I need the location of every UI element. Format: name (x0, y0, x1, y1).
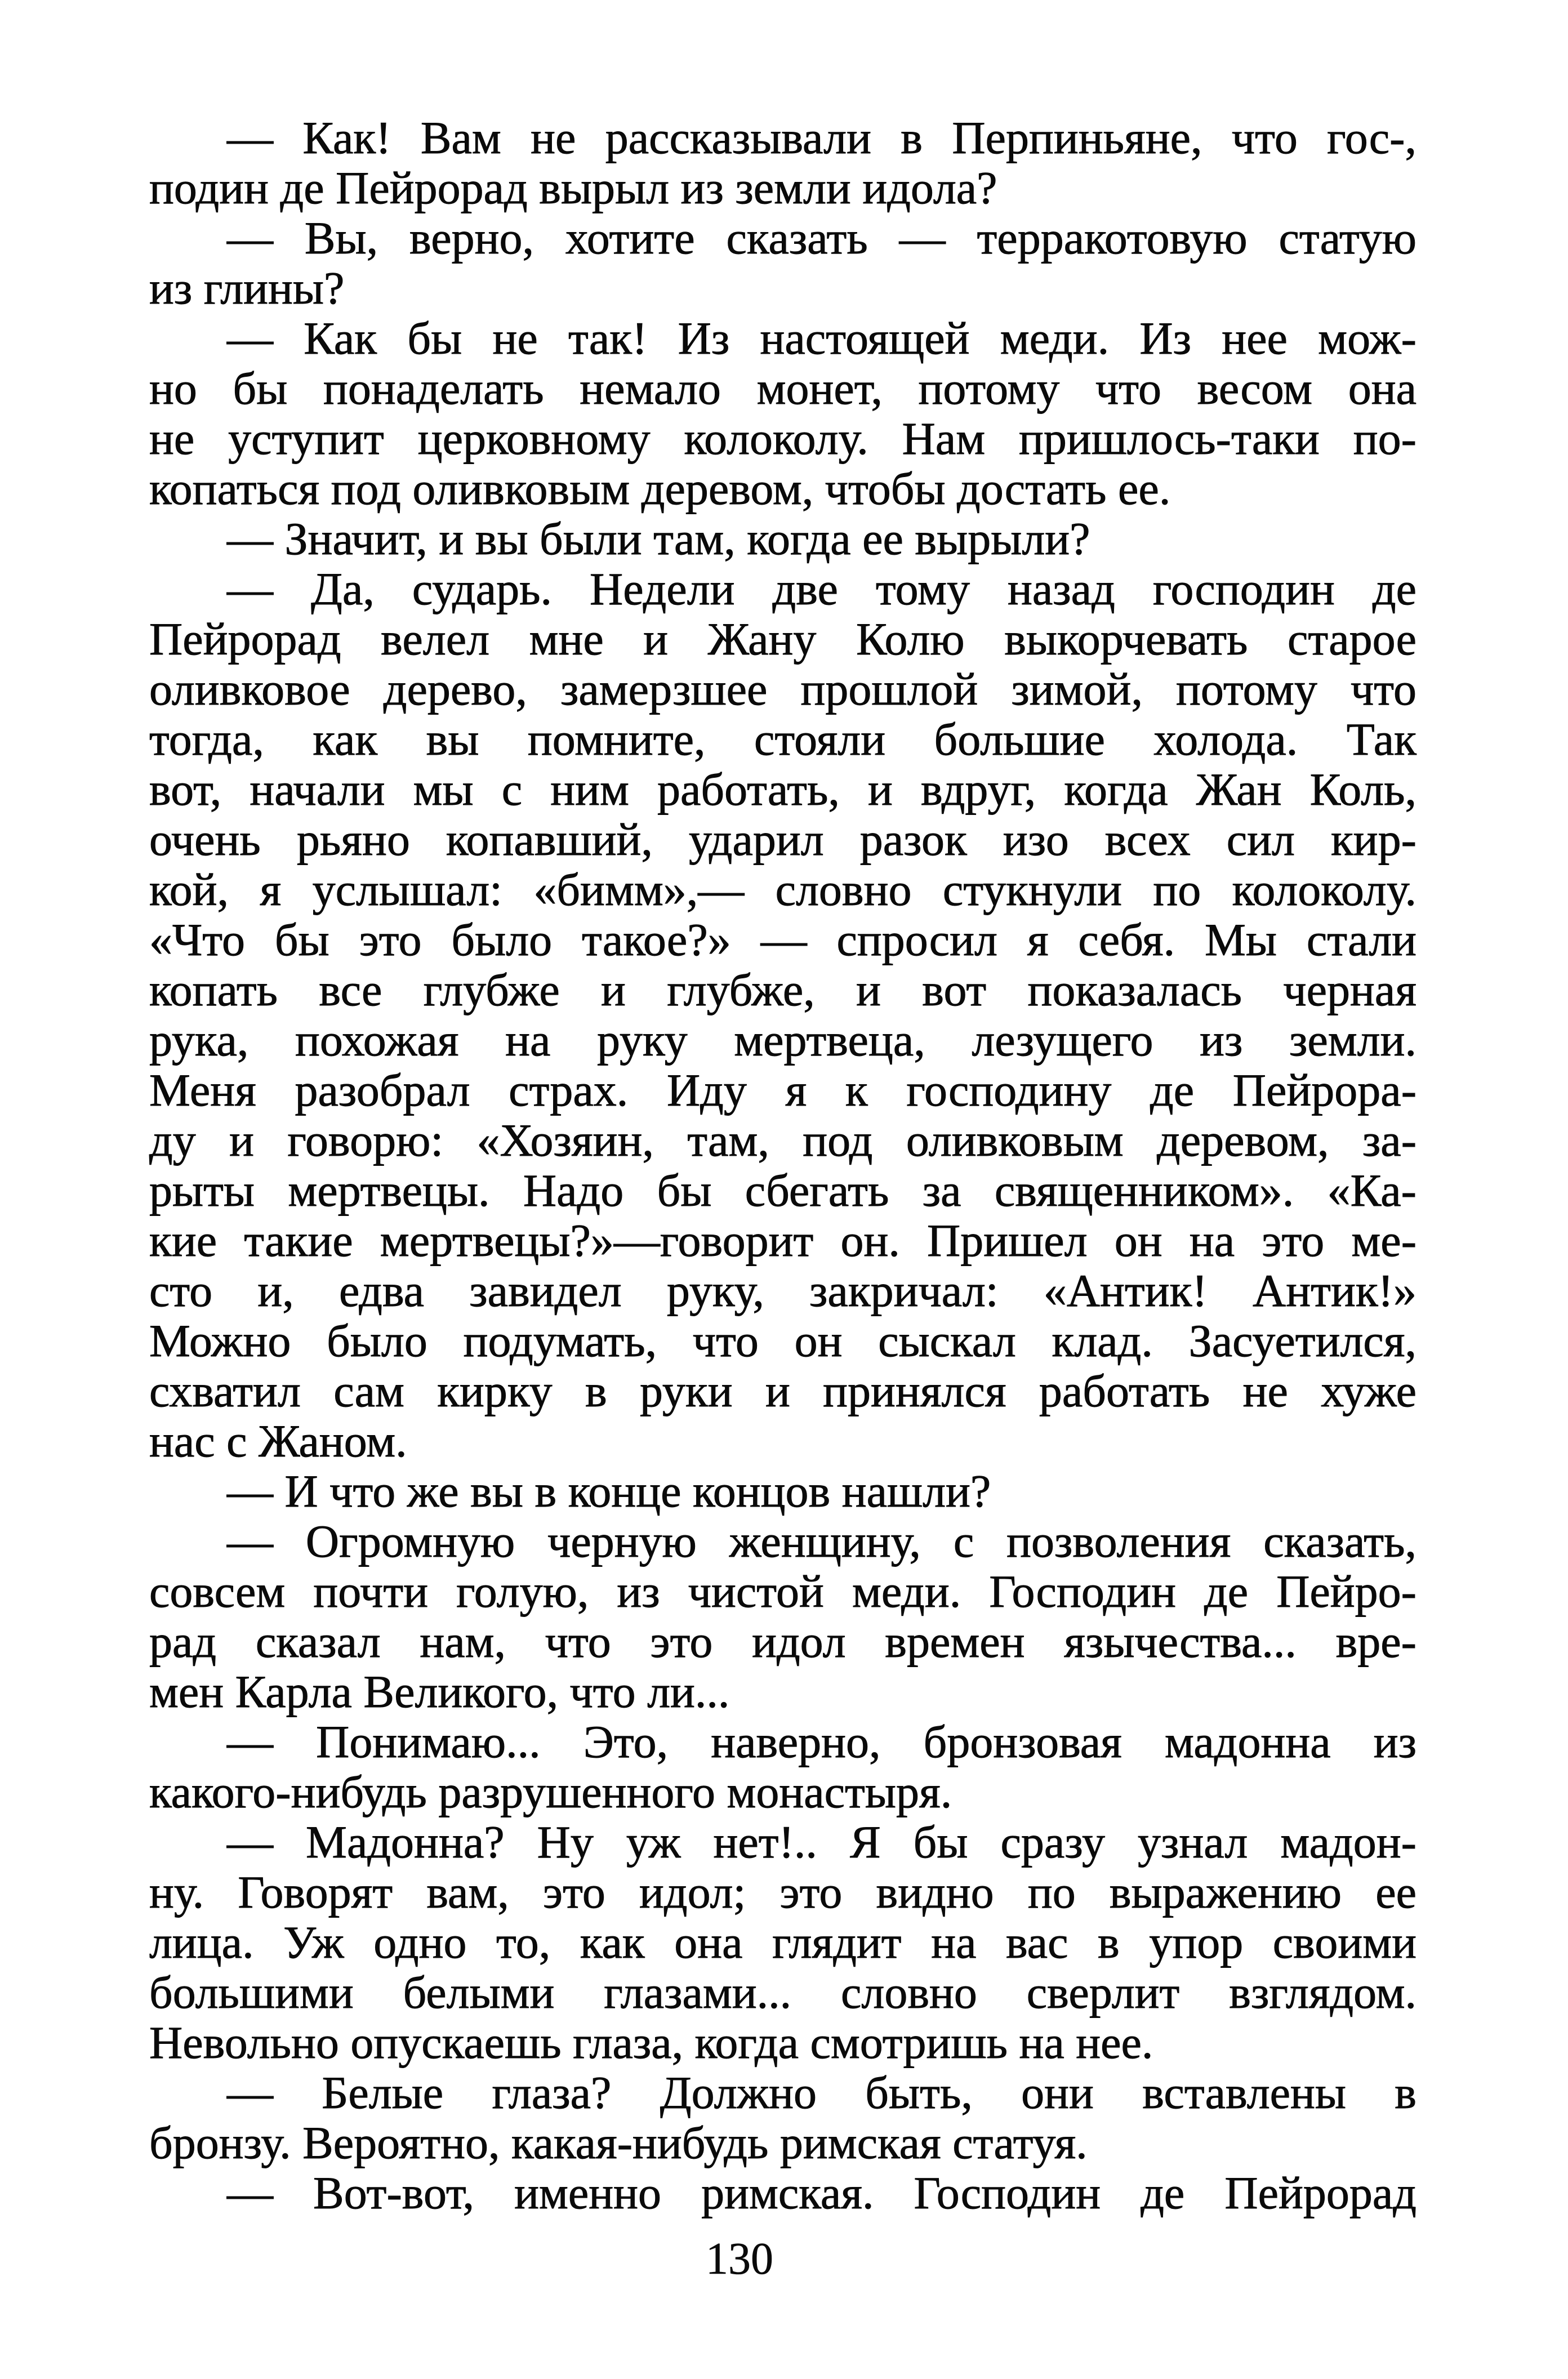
paragraph (149, 1466, 1416, 1516)
paragraph (149, 313, 1416, 514)
text-line: вот, начали мы с ним работать, и вдруг, когда Жан Коль, (149, 764, 1416, 815)
text-line: — Как! Вам не рассказывали в Перпиньяне, что гос-, (227, 112, 1416, 163)
text-line: схватил сам кирку в руки и принялся работать не хуже (149, 1365, 1416, 1416)
text-line: нас с Жаном. (149, 1415, 407, 1467)
paragraph (149, 514, 1416, 564)
text-line: — Да, сударь. Недели две тому назад господин де (227, 563, 1416, 614)
text-line: «Что бы это было такое?» — спросил я себя. Мы стали (149, 914, 1416, 965)
paragraph (149, 1717, 1416, 1817)
text-line: подин де Пейрорад вырыл из земли идола? (149, 162, 997, 213)
text-line: Пейрорад велел мне и Жану Колю выкорчевать старое (149, 613, 1416, 665)
text-line: — Вот-вот, именно римская. Господин де Пейрорад (227, 2167, 1416, 2218)
text-line: ду и говорю: «Хозяин, там, под оливковым деревом, за- (149, 1115, 1416, 1166)
text-line: — Мадонна? Ну уж нет!.. Я бы сразу узнал мадон- (227, 1816, 1416, 1868)
text-line: рука, похожая на руку мертвеца, лезущего из земли. (149, 1014, 1416, 1066)
text-line: — Понимаю... Это, наверно, бронзовая мадонна из (227, 1716, 1416, 1767)
text-line: Невольно опускаешь глаза, когда смотришь на нее. (149, 2017, 1153, 2068)
paragraph (149, 564, 1416, 1466)
text-line: Меня разобрал страх. Иду я к господину де Пейрора- (149, 1064, 1416, 1116)
text-line: сто и, едва завидел руку, закричал: «Антик! Антик!» (149, 1265, 1416, 1316)
text-line: кой, я услышал: «бимм»,— словно стукнули по колоколу. (149, 864, 1416, 915)
text-line: — Значит, и вы были там, когда ее вырыли? (227, 513, 1090, 564)
text-line: какого-нибудь разрушенного монастыря. (149, 1766, 952, 1817)
paragraph (149, 1817, 1416, 2068)
text-line: большими белыми глазами... словно сверлит взглядом. (149, 1967, 1416, 2018)
text-line: из глины? (149, 262, 345, 314)
text-line: — Огромную черную женщину, с позволения сказать, (227, 1516, 1416, 1567)
text-line: оливковое дерево, замерзшее прошлой зимой, потому что (149, 663, 1416, 715)
page-number: 130 (706, 2234, 773, 2284)
text-line: не уступит церковному колоколу. Нам пришлось-таки по- (149, 413, 1416, 464)
text-line: но бы понаделать немало монет, потому что весом она (149, 363, 1416, 414)
text-line: очень рьяно копавший, ударил разок изо всех сил кир- (149, 814, 1416, 865)
text-line: кие такие мертвецы?»—говорит он. Пришел он на это ме- (149, 1215, 1416, 1266)
text-line: ну. Говорят вам, это идол; это видно по выражению ее (149, 1866, 1416, 1918)
text-line: рыты мертвецы. Надо бы сбегать за священником». «Ка- (149, 1165, 1416, 1216)
text-line: тогда, как вы помните, стояли большие холода. Так (149, 714, 1416, 765)
paragraph (149, 1516, 1416, 1717)
text-block (149, 113, 1416, 2218)
text-line: Можно было подумать, что он сыскал клад. Засуетился, (149, 1315, 1416, 1366)
text-line: рад сказал нам, что это идол времен язычества... вре- (149, 1616, 1416, 1667)
text-line: копать все глубже и глубже, и вот показалась черная (149, 964, 1416, 1015)
paragraph (149, 213, 1416, 313)
text-line: совсем почти голую, из чистой меди. Господин де Пейро- (149, 1566, 1416, 1617)
text-line: копаться под оливковым деревом, чтобы достать ее. (149, 463, 1171, 514)
text-line: — И что же вы в конце концов нашли? (227, 1465, 991, 1517)
text-line: мен Карла Великого, что ли... (149, 1666, 730, 1717)
paragraph (149, 2068, 1416, 2168)
text-line: лица. Уж одно то, как она глядит на вас в упор своими (149, 1917, 1416, 1968)
paragraph (149, 113, 1416, 213)
text-line: — Как бы не так! Из настоящей меди. Из нее мож- (227, 313, 1416, 364)
text-line: — Вы, верно, хотите сказать — терракотовую статую (227, 212, 1416, 264)
text-line: бронзу. Вероятно, какая-нибудь римская статуя. (149, 2117, 1088, 2168)
paragraph (149, 2168, 1416, 2218)
text-line: — Белые глаза? Должно быть, они вставлены в (227, 2067, 1416, 2118)
